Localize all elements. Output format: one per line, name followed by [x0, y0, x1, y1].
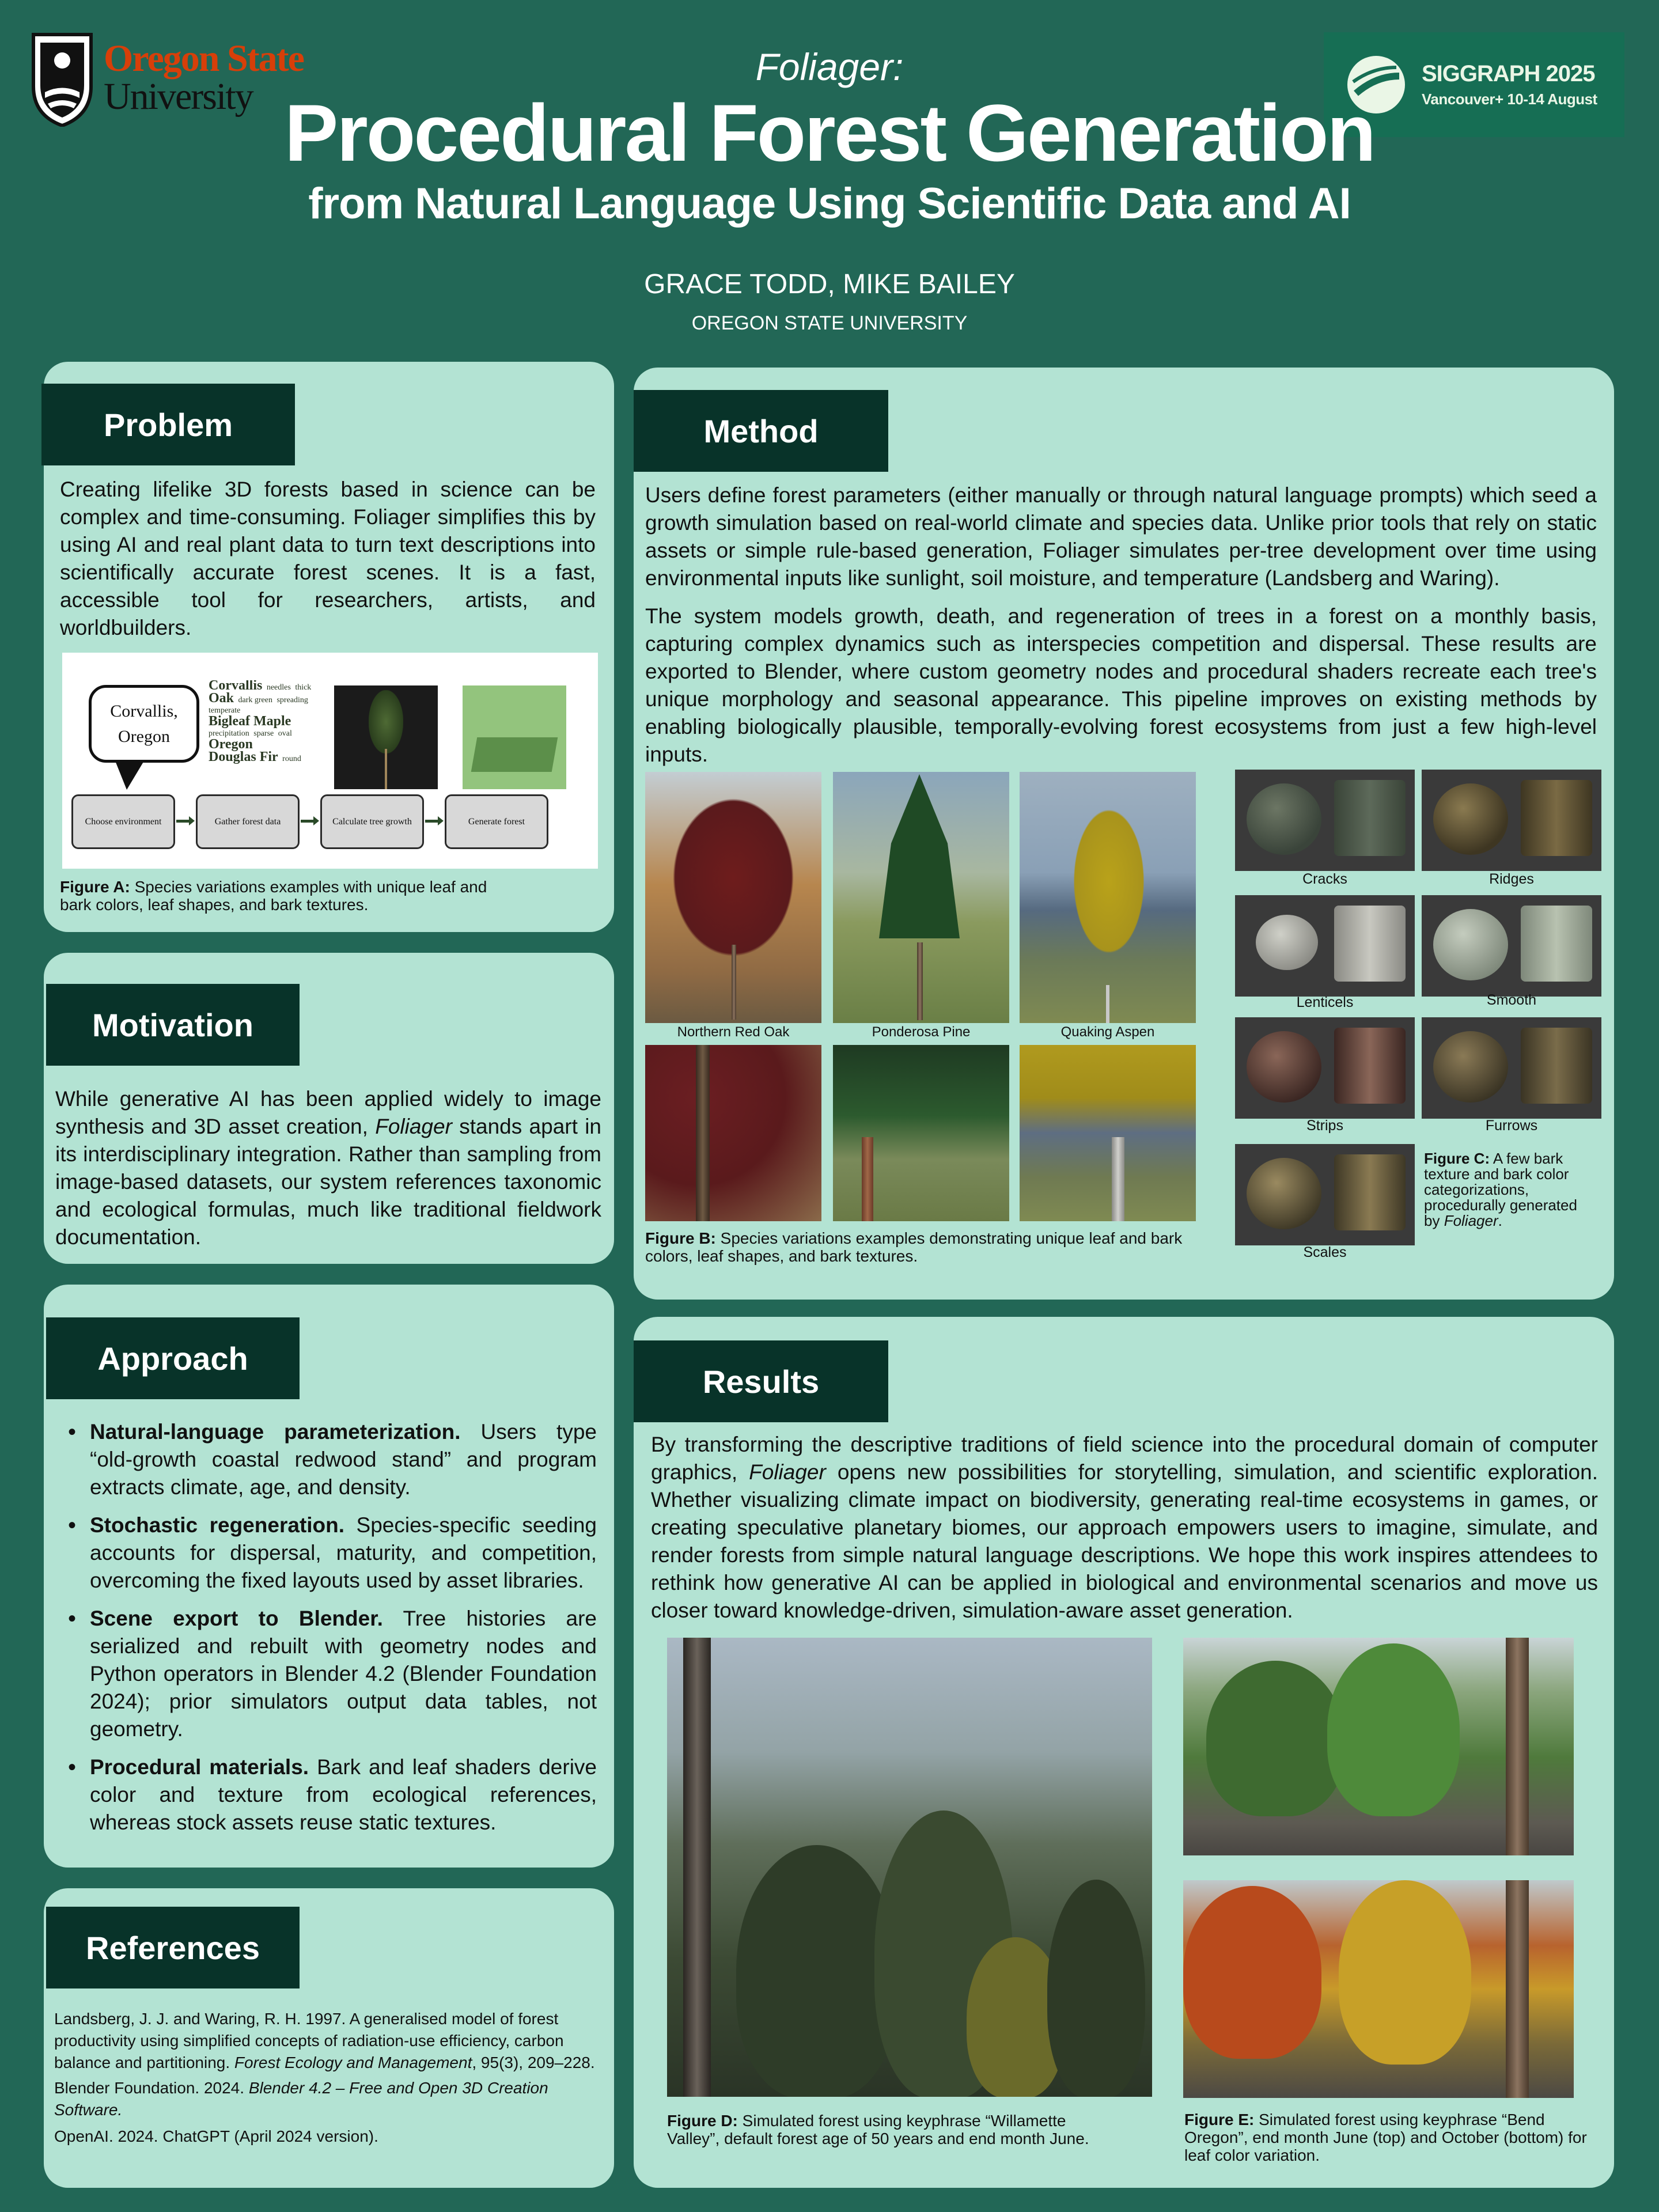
bark-lenticels — [1235, 895, 1415, 997]
word: spreading — [276, 696, 308, 704]
list-item — [68, 1753, 597, 1836]
figure-c-caption — [1424, 1151, 1597, 1229]
word: temperate — [209, 706, 241, 715]
motivation-text: While generative AI has been applied widely to image synthesis and 3D asset creation, — [55, 1087, 601, 1138]
bark-label: Cracks — [1302, 871, 1347, 887]
oak-closeup-render — [645, 1045, 821, 1221]
bark-label: Ridges — [1489, 871, 1534, 887]
bark-cracks — [1235, 770, 1415, 871]
bark-ridges — [1422, 770, 1601, 871]
caption-text: Simulated forest using keyphrase “Bend Oregon”, end month June (top) and October (bottom) for leaf color variation. — [1184, 2111, 1587, 2164]
caption-text: A few bark texture and bark color categorizations, procedurally generated by — [1424, 1150, 1577, 1229]
speech-bubble-tail — [115, 761, 144, 790]
ref-text: Blender Foundation. 2024. — [54, 2079, 249, 2097]
caption-text: Species variations examples with unique leaf and bark colors, leaf shapes, and bark textures. — [60, 878, 487, 914]
problem-heading: Problem — [41, 384, 295, 465]
word: precipitation — [209, 729, 249, 738]
figure-a-caption — [60, 878, 498, 914]
single-tree-render — [334, 685, 438, 789]
species-pine-render — [833, 772, 1009, 1023]
item-text: Bark and leaf shaders derive color and texture from ecological references, whereas stock assets reuse static textures. — [90, 1755, 597, 1834]
caption-label: Figure A: — [60, 878, 130, 896]
results-text: opens new possibilities for storytelling, simulation, and scientific exploration. Whether visualizing climate impact on biodiversity, generating real-time ecosystems in games, or creating speculative planetary biomes, our approach empowers users to imagine, simulate, and render forests from simple natural language descriptions. We hope this work inspires attendees to rethink how generative AI can be applied in biological and environmental scenarios and move us closer toward knowledge-driven, simulation-aware asset generation. — [651, 1460, 1598, 1622]
item-text: Users type “old-growth coastal redwood stand” and program extracts climate, age, and density. — [90, 1420, 597, 1499]
method-para-1: Users define forest parameters (either manually or through natural language prompts) which seed a growth simulation based on real-world climate and species data. Unlike prior tools that rely on static assets or simple rule-based generation, Foliager simulates per-tree development over time using environmental inputs like sunlight, soil moisture, and temperature (Landsberg and Waring). — [645, 483, 1597, 590]
siggraph-title: SIGGRAPH 2025 — [1422, 61, 1595, 86]
figure-a — [62, 653, 598, 869]
species-label: Northern Red Oak — [677, 1024, 790, 1040]
affiliation: OREGON STATE UNIVERSITY — [691, 312, 968, 334]
arrow-icon — [176, 820, 191, 823]
figure-b-caption — [645, 1229, 1198, 1265]
caption-label: Figure C: — [1424, 1150, 1490, 1167]
ref-tail: , 95(3), 209–228. — [472, 2054, 595, 2071]
bark-label: Scales — [1303, 1244, 1347, 1260]
speech-bubble — [89, 685, 199, 763]
approach-list — [68, 1418, 597, 1847]
word: Oak — [209, 691, 234, 706]
bark-smooth — [1422, 895, 1601, 997]
page-subtitle: from Natural Language Using Scientific Data and AI — [308, 179, 1351, 228]
method-heading: Method — [634, 390, 888, 472]
bark-strips — [1235, 1017, 1415, 1119]
arrow-icon — [425, 820, 440, 823]
figure-d-forest-render — [667, 1638, 1152, 2097]
caption-label: Figure E: — [1184, 2111, 1255, 2128]
word: needles — [266, 683, 291, 692]
item-text: Species-specific seeding accounts for dispersal, maturity, and competition, overcoming the fixed layouts used by asset libraries. — [90, 1513, 597, 1592]
motivation-italic: Foliager — [375, 1115, 452, 1138]
item-title: Natural-language parameterization. — [90, 1420, 461, 1444]
siggraph-subtitle: Vancouver+ 10-14 August — [1422, 90, 1597, 108]
flow-step: Choose environment — [71, 794, 175, 849]
caption-text: Simulated forest using keyphrase “Willamette Valley”, default forest age of 50 years and end month June. — [667, 2112, 1089, 2147]
motivation-body — [55, 1085, 601, 1251]
caption-italic: Foliager — [1444, 1212, 1498, 1229]
species-oak-render — [645, 772, 821, 1023]
bubble-line1: Corvallis, — [110, 701, 178, 721]
caption-label: Figure B: — [645, 1229, 716, 1247]
word: Oregon — [209, 737, 253, 752]
title-prefix: Foliager: — [755, 46, 904, 88]
bark-scales — [1235, 1144, 1415, 1245]
problem-body: Creating lifelike 3D forests based in science can be complex and time-consuming. Foliager simplifies this by using AI and real plant data to turn text descriptions into scientifically accurate forest scenes. It is a fast, accessible tool for researchers, artists, and worldbuilders. — [60, 478, 596, 639]
word-cloud — [209, 680, 324, 790]
word: sparse — [253, 729, 274, 738]
results-heading: Results — [634, 1340, 888, 1422]
pine-closeup-render — [833, 1045, 1009, 1221]
species-aspen-render — [1020, 772, 1196, 1023]
list-item — [68, 1512, 597, 1594]
flow-step: Gather forest data — [196, 794, 300, 849]
reference-item — [54, 2077, 607, 2121]
ref-italic: Forest Ecology and Management — [234, 2054, 472, 2071]
word: oval — [278, 729, 292, 738]
item-title: Scene export to Blender. — [90, 1607, 383, 1630]
bark-label: Strips — [1306, 1118, 1343, 1134]
approach-heading: Approach — [46, 1317, 300, 1399]
word: Bigleaf Maple — [209, 714, 291, 729]
osu-name-line1: Oregon State — [104, 37, 304, 79]
results-body — [651, 1431, 1598, 1624]
word: round — [282, 755, 301, 763]
word: Douglas Fir — [209, 749, 278, 764]
aspen-closeup-render — [1020, 1045, 1196, 1221]
authors: GRACE TODD, MIKE BAILEY — [644, 269, 1015, 300]
arrow-icon — [301, 820, 316, 823]
figure-e-june-render — [1183, 1638, 1574, 1855]
reference-item — [54, 2008, 607, 2074]
bubble-line2: Oregon — [118, 726, 170, 746]
motivation-text: stands apart in its interdisciplinary integration. Rather than sampling from image-based datasets, our system references taxonomic and ecological formulas, much like traditional fieldwork documentation. — [55, 1115, 602, 1249]
bark-label: Furrows — [1485, 1118, 1538, 1134]
species-label: Ponderosa Pine — [872, 1024, 971, 1040]
word: thick — [295, 683, 312, 692]
species-label: Quaking Aspen — [1060, 1024, 1155, 1040]
ref-italic: Blender 4.2 – Free and Open 3D Creation Software. — [54, 2079, 548, 2119]
flow-step: Calculate tree growth — [320, 794, 424, 849]
figure-e-caption — [1184, 2111, 1611, 2164]
figure-e-october-render — [1183, 1880, 1574, 2098]
list-item — [68, 1605, 597, 1743]
references-heading: References — [46, 1907, 300, 1988]
bark-label: Smooth — [1486, 992, 1537, 1008]
item-title: Procedural materials. — [90, 1755, 309, 1779]
item-title: Stochastic regeneration. — [90, 1513, 345, 1537]
word: dark green — [238, 696, 272, 704]
forest-render — [463, 685, 566, 789]
bark-furrows — [1422, 1017, 1601, 1119]
motivation-heading: Motivation — [46, 984, 300, 1066]
list-item — [68, 1418, 597, 1501]
caption-label: Figure D: — [667, 2112, 738, 2130]
results-text: By transforming the descriptive traditions of field science into the procedural domain of computer graphics, — [651, 1433, 1598, 1484]
method-para-2: The system models growth, death, and regeneration of trees in a forest on a monthly basis, capturing complex dynamics such as interspecies competition and dispersal. These results are exported to Blender, where custom geometry nodes and procedural shaders recreate each tree's unique morphology and seasonal appearance. This pipeline improves on existing methods by enabling biologically plausible, temporally-evolving forest ecosystems from just a few high-level inputs. — [645, 604, 1597, 766]
bark-label: Lenticels — [1296, 994, 1354, 1010]
ref-text: OpenAI. 2024. ChatGPT (April 2024 version). — [54, 2127, 378, 2145]
reference-item — [54, 2126, 607, 2147]
caption-text: Species variations examples demonstrating unique leaf and bark colors, leaf shapes, and bark textures. — [645, 1229, 1183, 1265]
flow-step: Generate forest — [445, 794, 548, 849]
ref-text: Landsberg, J. J. and Waring, R. H. 1997. A generalised model of forest productivity using simplified concepts of radiation-use efficiency, carbon balance and partitioning. — [54, 2010, 564, 2071]
item-text: Tree histories are serialized and rebuilt with geometry nodes and Python operators in Blender 4.2 (Blender Foundation 2024); prior simulators output data tables, not geometry. — [90, 1607, 597, 1741]
caption-text: . — [1498, 1212, 1502, 1229]
word: Corvallis — [209, 680, 263, 693]
figure-d-caption — [667, 2112, 1116, 2147]
results-italic: Foliager — [749, 1460, 826, 1484]
osu-name-line2: University — [104, 75, 253, 118]
page-title: Procedural Forest Generation — [284, 88, 1375, 178]
